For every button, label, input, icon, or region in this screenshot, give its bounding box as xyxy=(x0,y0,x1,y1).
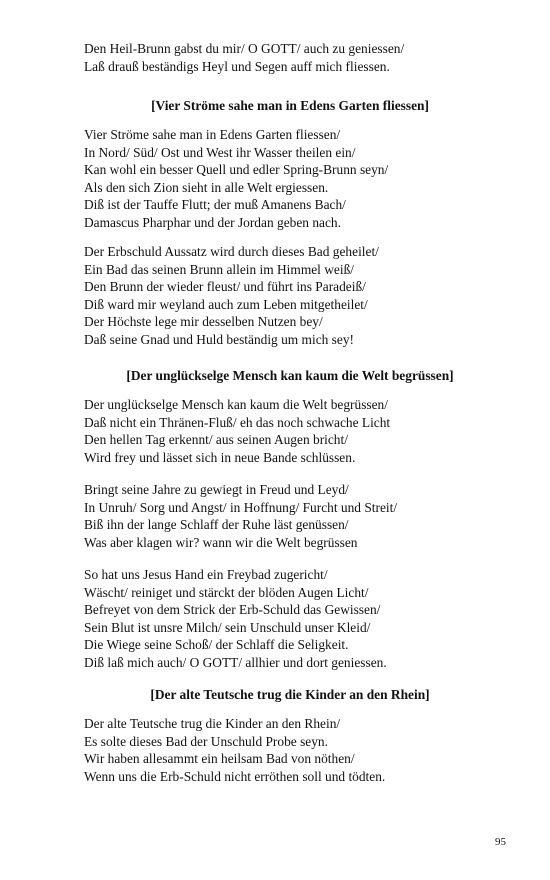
stanza xyxy=(84,126,524,232)
verse-line: Wird frey und lässet sich in neue Bande schlüssen. xyxy=(84,449,356,465)
verse-line: Wäscht/ reiniget und stärckt der blöden Augen Licht/ xyxy=(84,584,369,600)
stanza xyxy=(84,566,524,672)
verse-line: Die Wiege seine Schoß/ der Schlaff die Seligkeit. xyxy=(84,637,349,653)
verse-line: So hat uns Jesus Hand ein Freybad zugericht/ xyxy=(84,567,328,582)
stanza xyxy=(84,396,524,466)
verse-line: Den Brunn der wieder fleust/ und führt ins Paradeiß/ xyxy=(84,279,366,295)
section-heading: [Der alte Teutsche trug die Kinder an den Rhein] xyxy=(150,687,430,702)
verse-line: Den Heil-Brunn gabst du mir/ O GOTT/ auch zu geniessen/ xyxy=(84,41,405,56)
verse-line: In Unruh/ Sorg und Angst/ in Hoffnung/ Furcht und Streit/ xyxy=(84,499,398,515)
verse-line: Der Erbschuld Aussatz wird durch dieses Bad geheilet/ xyxy=(84,244,379,259)
verse-line: Es solte dieses Bad der Unschuld Probe seyn. xyxy=(84,733,328,749)
verse-line: Der unglückselge Mensch kan kaum die Welt begrüssen/ xyxy=(84,397,388,412)
verse-line: In Nord/ Süd/ Ost und West ihr Wasser theilen ein/ xyxy=(84,144,356,160)
verse-line: Diß ist der Tauffe Flutt; der muß Amanens Bach/ xyxy=(84,197,346,213)
verse-line: Laß drauß beständigs Heyl und Segen auff mich fliessen. xyxy=(84,58,390,74)
section-heading: [Vier Ströme sahe man in Edens Garten fliessen] xyxy=(151,98,429,113)
stanza xyxy=(84,40,524,75)
verse-line: Ein Bad das seinen Brunn allein im Himmel weiß/ xyxy=(84,261,354,277)
section-heading: [Der unglückselge Mensch kan kaum die Welt begrüssen] xyxy=(126,368,454,383)
verse-line: Den hellen Tag erkennt/ aus seinen Augen bricht/ xyxy=(84,432,348,448)
verse-line: Was aber klagen wir? wann wir die Welt begrüssen xyxy=(84,534,358,550)
verse-line: Damascus Pharphar und der Jordan geben nach. xyxy=(84,214,341,230)
verse-line: Als den sich Zion sieht in alle Welt ergiessen. xyxy=(84,179,329,195)
verse-line: Sein Blut ist unsre Milch/ sein Unschuld unser Kleid/ xyxy=(84,619,371,635)
verse-line: Kan wohl ein besser Quell und edler Spring-Brunn seyn/ xyxy=(84,162,389,178)
verse-line: Diß ward mir weyland auch zum Leben mitgetheilet/ xyxy=(84,296,368,312)
stanza xyxy=(84,481,524,551)
verse-line: Der Höchste lege mir desselben Nutzen bey/ xyxy=(84,314,323,330)
verse-line: Vier Ströme sahe man in Edens Garten fliessen/ xyxy=(84,127,341,142)
verse-line: Biß ihn der lange Schlaff der Ruhe läst genüssen/ xyxy=(84,517,349,533)
verse-line: Daß seine Gnad und Huld beständig um mich sey! xyxy=(84,331,354,347)
verse-line: Daß nicht ein Thränen-Fluß/ eh das noch schwache Licht xyxy=(84,414,391,430)
stanza xyxy=(84,243,524,349)
page-number: 95 xyxy=(495,836,506,848)
stanza xyxy=(84,715,524,785)
verse-line: Wenn uns die Erb-Schuld nicht erröthen soll und tödten. xyxy=(84,768,386,784)
verse-line: Bringt seine Jahre zu gewiegt in Freud und Leyd/ xyxy=(84,482,349,497)
verse-line: Befreyet von dem Strick der Erb-Schuld das Gewissen/ xyxy=(84,602,381,618)
verse-line: Diß laß mich auch/ O GOTT/ allhier und dort geniessen. xyxy=(84,654,387,670)
verse-line: Wir haben allesammt ein heilsam Bad von nöthen/ xyxy=(84,751,355,767)
verse-line: Der alte Teutsche trug die Kinder an den Rhein/ xyxy=(84,716,341,731)
